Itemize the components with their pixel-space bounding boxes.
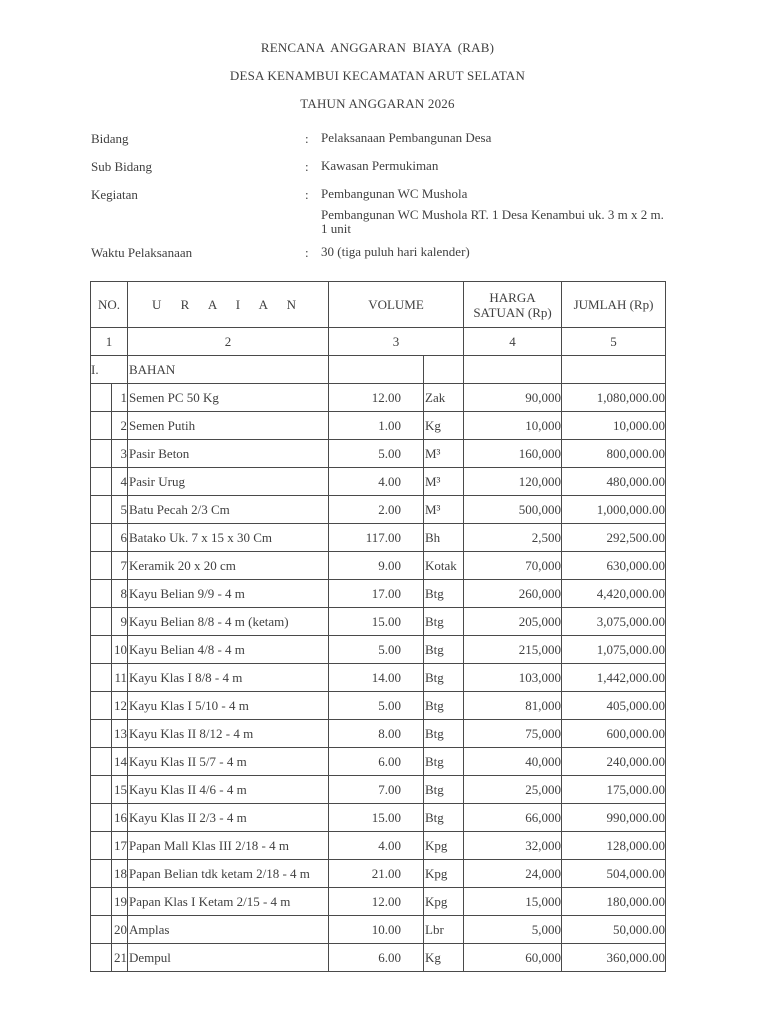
colon: : (305, 159, 309, 174)
item-volume: 5.00 (329, 440, 424, 468)
item-unit: Btg (424, 636, 464, 664)
item-volume: 6.00 (329, 748, 424, 776)
column-number: 4 (464, 328, 562, 356)
item-number: 4 (112, 468, 128, 496)
item-unit: Kpg (424, 888, 464, 916)
item-unit-price: 32,000 (464, 832, 562, 860)
item-volume: 15.00 (329, 608, 424, 636)
item-indent (91, 440, 112, 468)
item-unit-price: 205,000 (464, 608, 562, 636)
item-description: Kayu Klas II 8/12 - 4 m (128, 720, 329, 748)
document-title-line-1: RENCANA ANGGARAN BIAYA (RAB) (260, 40, 495, 55)
table-row (91, 748, 666, 776)
item-unit: M³ (424, 496, 464, 524)
item-description: Kayu Klas II 5/7 - 4 m (128, 748, 329, 776)
item-total: 1,442,000.00 (562, 664, 666, 692)
item-indent (91, 580, 112, 608)
kegiatan-value: Pembangunan WC Mushola (321, 186, 468, 201)
item-volume: 9.00 (329, 552, 424, 580)
item-total: 1,080,000.00 (562, 384, 666, 412)
item-total: 50,000.00 (562, 916, 666, 944)
item-total: 800,000.00 (562, 440, 666, 468)
item-volume: 7.00 (329, 776, 424, 804)
item-indent (91, 888, 112, 916)
header-no: NO. (91, 282, 128, 328)
item-unit: Btg (424, 748, 464, 776)
column-number: 5 (562, 328, 666, 356)
item-description: Keramik 20 x 20 cm (128, 552, 329, 580)
colon: : (305, 131, 309, 146)
item-total: 1,000,000.00 (562, 496, 666, 524)
header-uraian: U R A I A N (128, 282, 329, 328)
item-description: Pasir Beton (128, 440, 329, 468)
item-description: Papan Mall Klas III 2/18 - 4 m (128, 832, 329, 860)
colon: : (305, 245, 309, 260)
item-number: 14 (112, 748, 128, 776)
item-indent (91, 412, 112, 440)
item-unit: Btg (424, 692, 464, 720)
item-number: 20 (112, 916, 128, 944)
item-unit-price: 260,000 (464, 580, 562, 608)
item-unit: Kg (424, 944, 464, 972)
table-row (91, 664, 666, 692)
bidang-label: Bidang (91, 131, 129, 146)
item-unit-price: 70,000 (464, 552, 562, 580)
table-row (91, 552, 666, 580)
sub-bidang-label: Sub Bidang (91, 159, 153, 174)
item-unit-price: 2,500 (464, 524, 562, 552)
item-indent (91, 720, 112, 748)
item-indent (91, 916, 112, 944)
item-indent (91, 860, 112, 888)
item-unit: Btg (424, 776, 464, 804)
item-volume: 12.00 (329, 384, 424, 412)
item-total: 180,000.00 (562, 888, 666, 916)
column-number: 1 (91, 328, 128, 356)
column-number: 3 (329, 328, 464, 356)
item-volume: 17.00 (329, 580, 424, 608)
item-description: Dempul (128, 944, 329, 972)
item-unit: Kpg (424, 860, 464, 888)
item-volume: 21.00 (329, 860, 424, 888)
table-row (91, 496, 666, 524)
item-unit-price: 10,000 (464, 412, 562, 440)
item-description: Kayu Klas II 2/3 - 4 m (128, 804, 329, 832)
item-description: Kayu Belian 8/8 - 4 m (ketam) (128, 608, 329, 636)
item-unit: Btg (424, 580, 464, 608)
item-indent (91, 384, 112, 412)
item-indent (91, 636, 112, 664)
item-unit-price: 120,000 (464, 468, 562, 496)
item-indent (91, 608, 112, 636)
item-unit: Btg (424, 804, 464, 832)
waktu-label: Waktu Pelaksanaan (91, 245, 193, 260)
table-row (91, 636, 666, 664)
item-unit-price: 25,000 (464, 776, 562, 804)
item-total: 175,000.00 (562, 776, 666, 804)
item-total: 504,000.00 (562, 860, 666, 888)
item-unit: M³ (424, 468, 464, 496)
item-total: 3,075,000.00 (562, 608, 666, 636)
item-volume: 2.00 (329, 496, 424, 524)
document-title-line-3: TAHUN ANGGARAN 2026 (300, 96, 455, 111)
item-indent (91, 552, 112, 580)
item-unit-price: 66,000 (464, 804, 562, 832)
item-indent (91, 776, 112, 804)
item-indent (91, 468, 112, 496)
item-number: 6 (112, 524, 128, 552)
item-volume: 12.00 (329, 888, 424, 916)
section-vol (329, 356, 424, 384)
item-number: 8 (112, 580, 128, 608)
item-description: Kayu Belian 9/9 - 4 m (128, 580, 329, 608)
item-total: 480,000.00 (562, 468, 666, 496)
table-row (91, 468, 666, 496)
item-indent (91, 944, 112, 972)
item-description: Kayu Klas I 8/8 - 4 m (128, 664, 329, 692)
table-row (91, 832, 666, 860)
item-volume: 6.00 (329, 944, 424, 972)
item-total: 600,000.00 (562, 720, 666, 748)
table-row (91, 804, 666, 832)
item-number: 16 (112, 804, 128, 832)
item-total: 240,000.00 (562, 748, 666, 776)
item-indent (91, 496, 112, 524)
item-number: 5 (112, 496, 128, 524)
item-unit-price: 15,000 (464, 888, 562, 916)
section-number: I. (91, 356, 128, 384)
item-number: 1 (112, 384, 128, 412)
item-number: 2 (112, 412, 128, 440)
item-unit-price: 75,000 (464, 720, 562, 748)
item-unit: Kotak (424, 552, 464, 580)
item-volume: 5.00 (329, 692, 424, 720)
section-row (91, 356, 666, 384)
item-description: Amplas (128, 916, 329, 944)
item-unit: Lbr (424, 916, 464, 944)
item-description: Batu Pecah 2/3 Cm (128, 496, 329, 524)
item-volume: 4.00 (329, 832, 424, 860)
item-unit: Zak (424, 384, 464, 412)
table-row (91, 692, 666, 720)
item-total: 4,420,000.00 (562, 580, 666, 608)
table-row (91, 384, 666, 412)
table-row (91, 412, 666, 440)
item-unit-price: 215,000 (464, 636, 562, 664)
item-unit-price: 90,000 (464, 384, 562, 412)
item-description: Kayu Belian 4/8 - 4 m (128, 636, 329, 664)
item-indent (91, 664, 112, 692)
header-volume: VOLUME (329, 282, 464, 328)
item-total: 630,000.00 (562, 552, 666, 580)
column-number: 2 (128, 328, 329, 356)
item-unit-price: 60,000 (464, 944, 562, 972)
item-total: 128,000.00 (562, 832, 666, 860)
item-description: Kayu Klas I 5/10 - 4 m (128, 692, 329, 720)
item-total: 10,000.00 (562, 412, 666, 440)
table-row (91, 860, 666, 888)
item-unit-price: 24,000 (464, 860, 562, 888)
item-volume: 8.00 (329, 720, 424, 748)
item-description: Pasir Urug (128, 468, 329, 496)
item-description: Batako Uk. 7 x 15 x 30 Cm (128, 524, 329, 552)
item-number: 15 (112, 776, 128, 804)
item-number: 21 (112, 944, 128, 972)
item-number: 7 (112, 552, 128, 580)
item-number: 9 (112, 608, 128, 636)
header-jumlah: JUMLAH (Rp) (562, 282, 666, 328)
item-volume: 1.00 (329, 412, 424, 440)
kegiatan-label: Kegiatan (91, 187, 138, 202)
item-total: 292,500.00 (562, 524, 666, 552)
item-number: 10 (112, 636, 128, 664)
table-row (91, 440, 666, 468)
item-volume: 14.00 (329, 664, 424, 692)
sub-bidang-value: Kawasan Permukiman (321, 158, 439, 173)
table-row (91, 720, 666, 748)
document-title-line-2: DESA KENAMBUI KECAMATAN ARUT SELATAN (229, 68, 526, 83)
item-unit: M³ (424, 440, 464, 468)
item-number: 18 (112, 860, 128, 888)
colon: : (305, 187, 309, 202)
item-unit: Kpg (424, 832, 464, 860)
section-label: BAHAN (128, 356, 329, 384)
item-volume: 15.00 (329, 804, 424, 832)
item-unit-price: 5,000 (464, 916, 562, 944)
item-unit: Btg (424, 720, 464, 748)
table-row (91, 776, 666, 804)
item-number: 11 (112, 664, 128, 692)
item-number: 17 (112, 832, 128, 860)
bidang-value: Pelaksanaan Pembangunan Desa (321, 130, 492, 145)
item-unit-price: 103,000 (464, 664, 562, 692)
item-total: 1,075,000.00 (562, 636, 666, 664)
item-number: 3 (112, 440, 128, 468)
item-indent (91, 692, 112, 720)
item-number: 13 (112, 720, 128, 748)
table-row (91, 888, 666, 916)
item-description: Semen Putih (128, 412, 329, 440)
item-volume: 5.00 (329, 636, 424, 664)
item-unit: Bh (424, 524, 464, 552)
item-volume: 10.00 (329, 916, 424, 944)
item-total: 405,000.00 (562, 692, 666, 720)
table-header-row (91, 282, 666, 328)
item-volume: 4.00 (329, 468, 424, 496)
item-total: 990,000.00 (562, 804, 666, 832)
item-unit-price: 160,000 (464, 440, 562, 468)
waktu-value: 30 (tiga puluh hari kalender) (321, 244, 470, 259)
item-volume: 117.00 (329, 524, 424, 552)
table-row (91, 608, 666, 636)
table-row (91, 944, 666, 972)
item-number: 12 (112, 692, 128, 720)
item-unit-price: 40,000 (464, 748, 562, 776)
section-jumlah (562, 356, 666, 384)
item-indent (91, 804, 112, 832)
header-harga-satuan: HARGA SATUAN (Rp) (464, 282, 562, 328)
table-row (91, 580, 666, 608)
item-description: Kayu Klas II 4/6 - 4 m (128, 776, 329, 804)
column-number-row (91, 328, 666, 356)
kegiatan-detail: Pembangunan WC Mushola RT. 1 Desa Kenambui uk. 3 m x 2 m. 1 unit (321, 207, 664, 236)
section-sat (424, 356, 464, 384)
item-description: Papan Belian tdk ketam 2/18 - 4 m (128, 860, 329, 888)
table-row (91, 524, 666, 552)
item-description: Papan Klas I Ketam 2/15 - 4 m (128, 888, 329, 916)
rab-table (90, 281, 666, 972)
item-description: Semen PC 50 Kg (128, 384, 329, 412)
item-indent (91, 748, 112, 776)
item-unit: Btg (424, 608, 464, 636)
item-number: 19 (112, 888, 128, 916)
item-total: 360,000.00 (562, 944, 666, 972)
item-unit: Kg (424, 412, 464, 440)
table-row (91, 916, 666, 944)
item-unit-price: 81,000 (464, 692, 562, 720)
item-unit-price: 500,000 (464, 496, 562, 524)
item-indent (91, 524, 112, 552)
item-unit: Btg (424, 664, 464, 692)
section-harga (464, 356, 562, 384)
item-indent (91, 832, 112, 860)
